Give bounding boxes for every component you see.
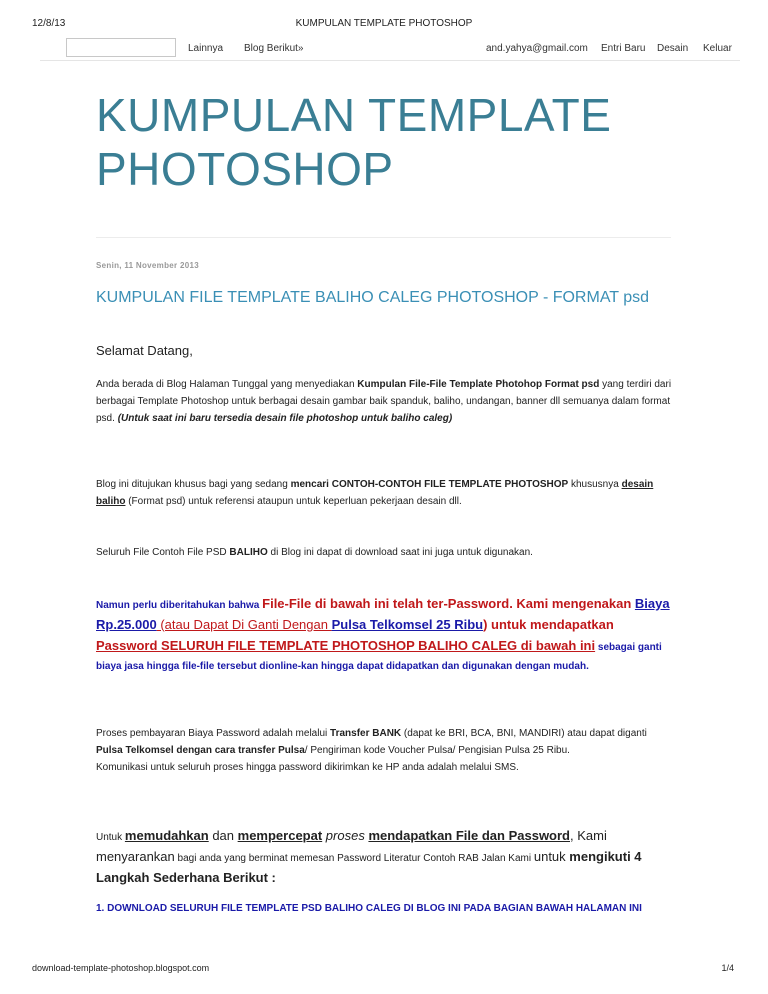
print-header xyxy=(0,0,768,34)
new-post-link[interactable]: Entri Baru xyxy=(601,43,646,54)
blog-title-line1: KUMPULAN TEMPLATE xyxy=(96,89,612,141)
print-footer xyxy=(0,963,768,983)
greeting: Selamat Datang, xyxy=(96,343,193,358)
intro-paragraph: Anda berada di Blog Halaman Tunggal yang menyediakan Kumpulan File-File Template Photohop Format psd yang terdiri dari berbagai Template Photoshop untuk berbagai desain gambar baik spanduk, baliho, undangan, banner dll semuanya dalam format psd. (Untuk saat ini baru tersedia desain file photoshop untuk baliho caleg) xyxy=(96,379,672,424)
header-divider xyxy=(96,237,671,238)
design-link[interactable]: Desain xyxy=(657,43,689,54)
print-page-title: KUMPULAN TEMPLATE PHOTOSHOP xyxy=(295,18,473,29)
password-notice: Namun perlu diberitahukan bahwa File-File di bawah ini telah ter-Password. Kami mengenakan Biaya Rp.25.000 (atau Dapat Di Ganti Dengan Pulsa Telkomsel 25 Ribu) untuk mendapatkan Password SELURUH FILE TEMPLATE PHOTOSHOP BALIHO CALEG di bawah ini sebagai ganti biaya jasa hingga file-file tersebut dionline-kan hingga dapat didapatkan dan digunakan dengan mudah. xyxy=(96,596,670,672)
step-1: 1. DOWNLOAD SELURUH FILE TEMPLATE PSD BALIHO CALEG DI BLOG INI PADA BAGIAN BAWAH HALAMAN INI xyxy=(96,903,642,914)
more-link[interactable]: Lainnya xyxy=(188,43,224,54)
download-paragraph: Seluruh File Contoh File PSD BALIHO di Blog ini dapat di download saat ini juga untuk digunakan. xyxy=(96,547,533,558)
blogger-navbar xyxy=(0,38,768,60)
post-title[interactable]: KUMPULAN FILE TEMPLATE BALIHO CALEG PHOTOSHOP - FORMAT psd xyxy=(96,289,650,306)
print-date: 12/8/13 xyxy=(32,18,66,29)
navbar-search-input[interactable] xyxy=(66,38,176,57)
user-email[interactable]: and.yahya@gmail.com xyxy=(486,43,588,54)
print-page-number: 1/4 xyxy=(721,963,734,973)
payment-paragraph: Proses pembayaran Biaya Password adalah melalui Transfer BANK (dapat ke BRI, BCA, BNI, MANDIRI) atau dapat diganti Pulsa Telkomsel dengan cara transfer Pulsa/ Pengiriman kode Voucher Pulsa/ Pengisian Pulsa 25 Ribu. Komunikasi untuk seluruh proses hingga password dikirimkan ke HP anda adalah melalui SMS. xyxy=(96,728,647,773)
purpose-paragraph: Blog ini ditujukan khusus bagi yang sedang mencari CONTOH-CONTOH FILE TEMPLATE PHOTOSHOP khususnya desain baliho (Format psd) untuk referensi ataupun untuk keperluan pekerjaan desain dll. xyxy=(96,479,654,507)
blog-title[interactable] xyxy=(96,88,676,196)
post-date: Senin, 11 November 2013 xyxy=(96,261,199,270)
steps-intro-paragraph: Untuk memudahkan dan mempercepat proses mendapatkan File dan Password, Kami menyarankan bagi anda yang berminat memesan Password Literatur Contoh RAB Jalan Kami untuk mengikuti 4 Langkah Sederhana Berikut : xyxy=(96,828,642,885)
navbar-divider xyxy=(40,60,740,61)
desain-baliho-link[interactable]: desain baliho xyxy=(96,479,654,507)
blog-title-line2: PHOTOSHOP xyxy=(96,143,394,195)
next-blog-link[interactable]: Blog Berikut» xyxy=(244,43,304,54)
print-footer-url: download-template-photoshop.blogspot.com xyxy=(32,963,210,973)
logout-link[interactable]: Keluar xyxy=(703,43,732,54)
